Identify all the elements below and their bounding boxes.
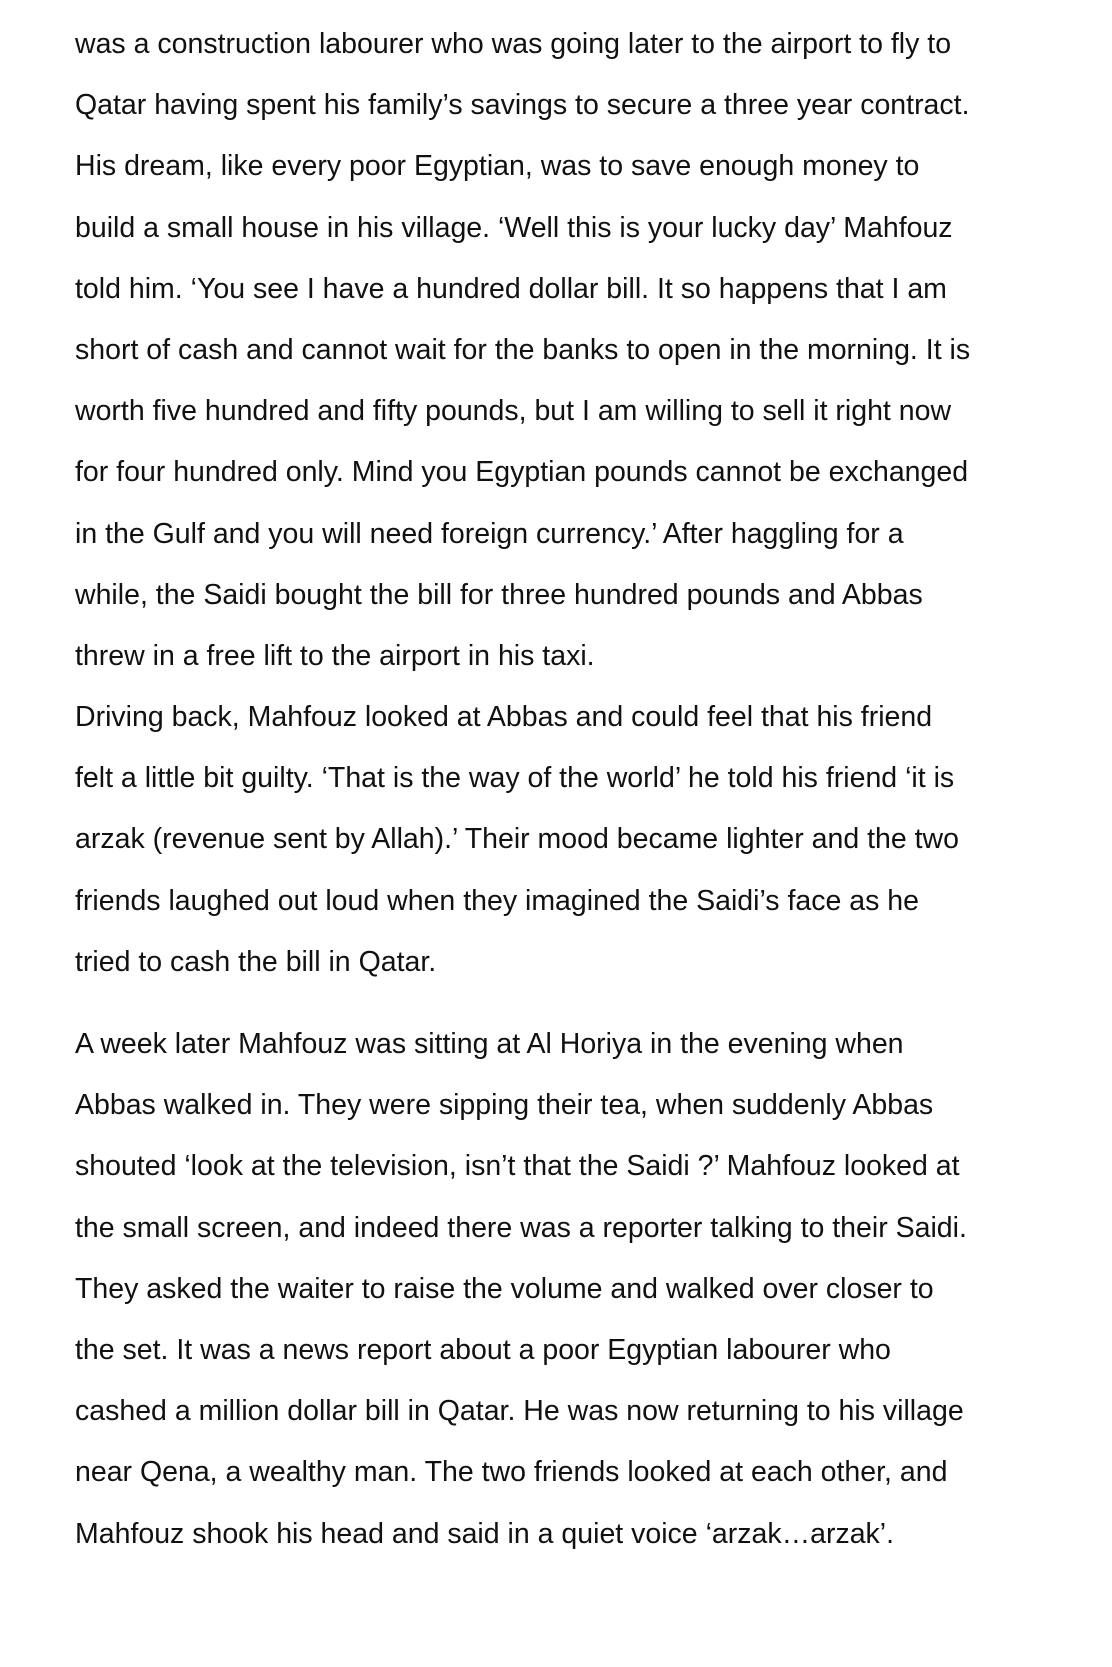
text-line: build a small house in his village. ‘Well this is your lucky day’ Mahfouz: [75, 211, 953, 244]
text-line: was a construction labourer who was going later to the airport to fly to: [75, 28, 952, 60]
text-line: for four hundred only. Mind you Egyptian pounds cannot be exchanged: [75, 456, 969, 489]
story-text-block-1: [75, 14, 1075, 993]
text-line: Mahfouz shook his head and said in a quiet voice ‘arzak…arzak’.: [75, 1517, 895, 1550]
text-line: Driving back, Mahfouz looked at Abbas and could feel that his friend: [75, 701, 933, 734]
text-line: the small screen, and indeed there was a reporter talking to their Saidi.: [75, 1211, 967, 1244]
text-line: They asked the waiter to raise the volume and walked over closer to: [75, 1272, 934, 1305]
text-line: in the Gulf and you will need foreign currency.’ After haggling for a: [75, 517, 904, 550]
text-line: Abbas walked in. They were sipping their tea, when suddenly Abbas: [75, 1089, 934, 1122]
text-line: threw in a free lift to the airport in his taxi.: [75, 639, 595, 672]
text-line: arzak (revenue sent by Allah).’ Their mood became lighter and the two: [75, 823, 959, 856]
text-line: friends laughed out loud when they imagined the Saidi’s face as he: [75, 884, 919, 917]
text-line: short of cash and cannot wait for the banks to open in the morning. It is: [75, 333, 971, 366]
text-line: His dream, like every poor Egyptian, was to save enough money to: [75, 150, 920, 183]
text-line: the set. It was a news report about a poor Egyptian labourer who: [75, 1333, 891, 1366]
text-line: worth five hundred and fifty pounds, but I am willing to sell it right now: [75, 395, 952, 428]
text-line: tried to cash the bill in Qatar.: [75, 945, 437, 978]
text-line: cashed a million dollar bill in Qatar. He was now returning to his village: [75, 1395, 964, 1428]
text-line: near Qena, a wealthy man. The two friends looked at each other, and: [75, 1456, 948, 1489]
text-line: A week later Mahfouz was sitting at Al Horiya in the evening when: [75, 1028, 904, 1060]
text-line: while, the Saidi bought the bill for three hundred pounds and Abbas: [75, 578, 923, 611]
text-line: shouted ‘look at the television, isn’t that the Saidi ?’ Mahfouz looked at: [75, 1150, 960, 1183]
text-line: told him. ‘You see I have a hundred dollar bill. It so happens that I am: [75, 272, 947, 305]
story-text-block-2: [75, 1014, 1075, 1565]
text-line: Qatar having spent his family’s savings to secure a three year contract.: [75, 89, 970, 122]
text-line: felt a little bit guilty. ‘That is the way of the world’ he told his friend ‘it is: [75, 762, 955, 795]
